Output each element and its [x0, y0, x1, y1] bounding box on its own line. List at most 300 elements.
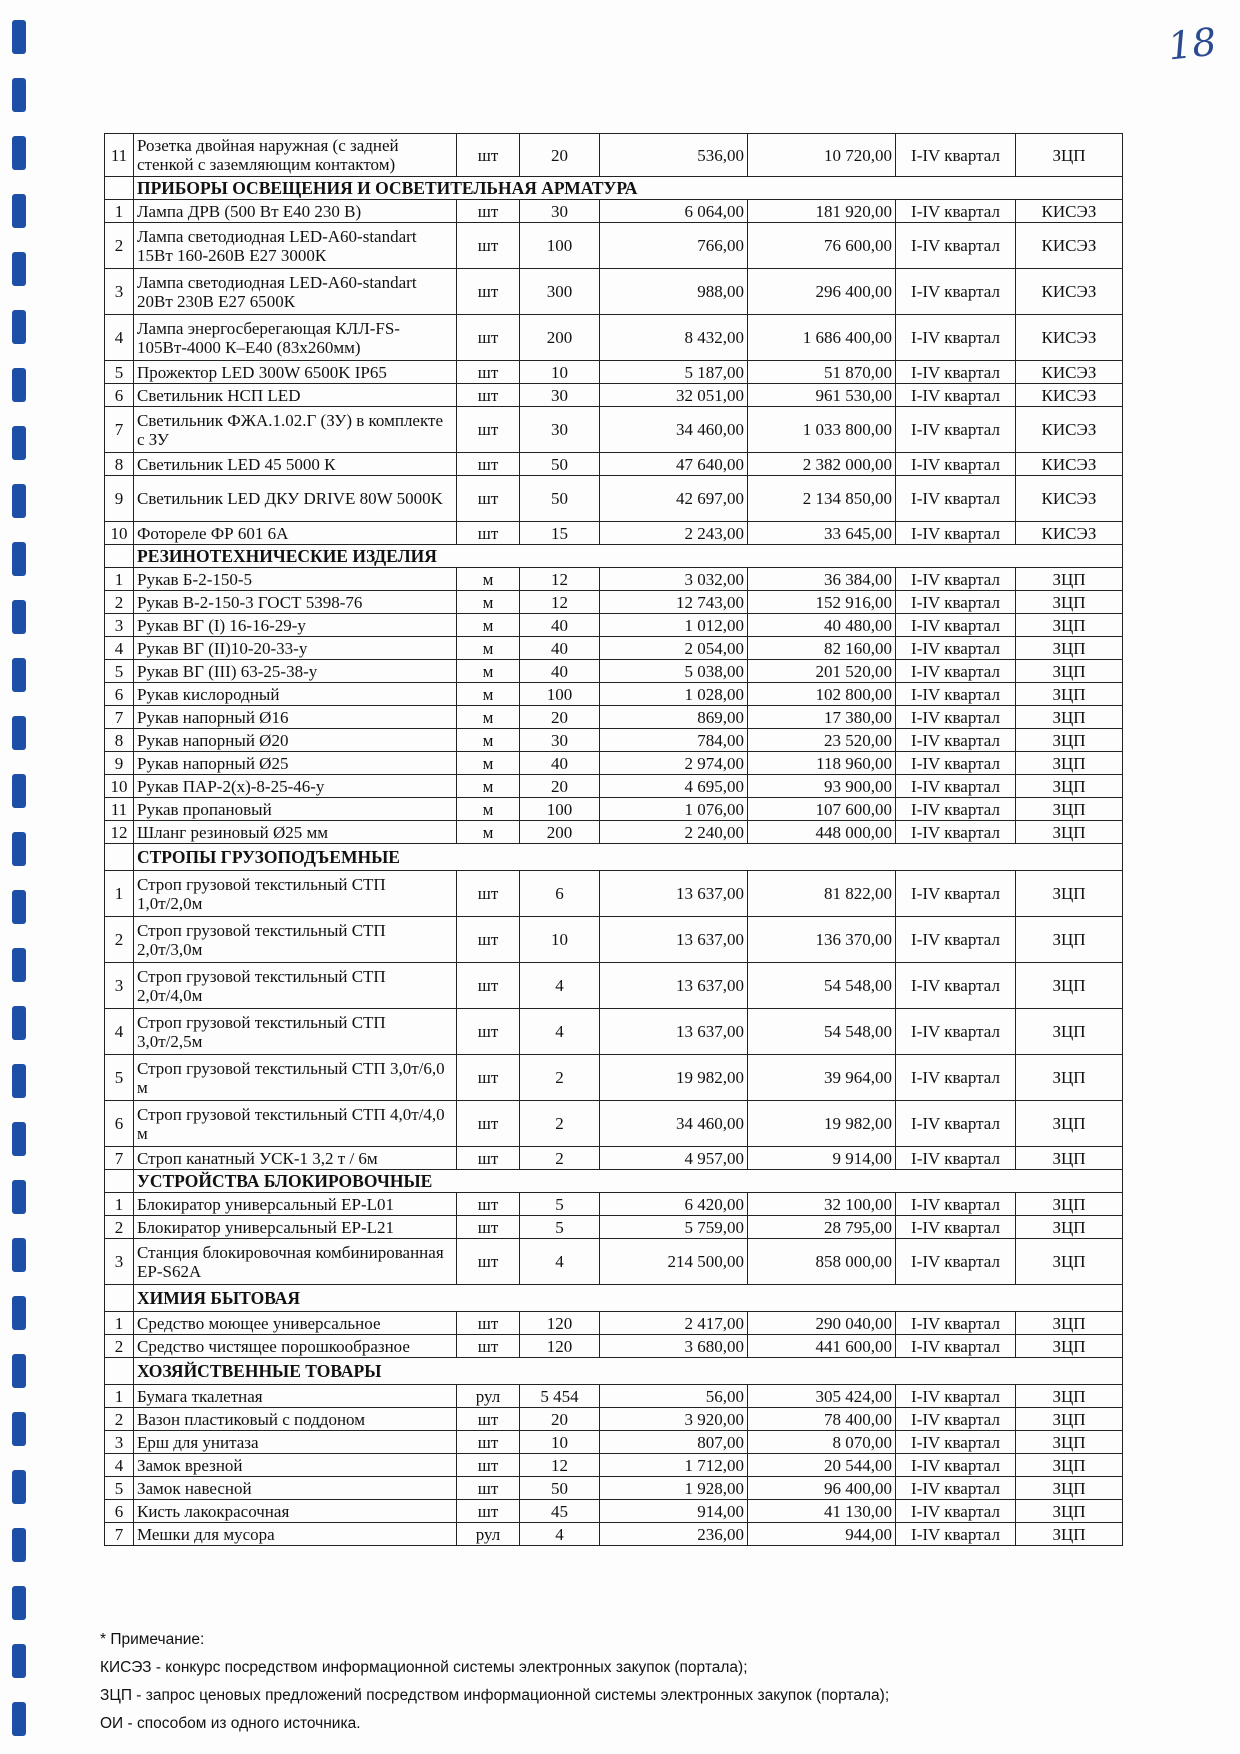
row-number: 9 — [105, 752, 134, 775]
row-number: 1 — [105, 1312, 134, 1335]
unit: шт — [457, 1193, 520, 1216]
table-row — [105, 522, 1123, 545]
procurement-method: ЗЦП — [1016, 134, 1123, 177]
quantity: 120 — [520, 1312, 600, 1335]
table-row — [105, 384, 1123, 407]
item-name: Прожектор LED 300W 6500K IP65 — [134, 361, 457, 384]
table-row — [105, 963, 1123, 1009]
unit-price: 12 743,00 — [600, 591, 748, 614]
unit-price: 13 637,00 — [600, 1009, 748, 1055]
period: I-IV квартал — [896, 384, 1016, 407]
item-name: Рукав ВГ (III) 63-25-38-у — [134, 660, 457, 683]
table-row — [105, 1193, 1123, 1216]
section-row — [105, 545, 1123, 568]
unit-price: 536,00 — [600, 134, 748, 177]
unit-price: 5 038,00 — [600, 660, 748, 683]
unit-price: 6 064,00 — [600, 200, 748, 223]
total-amount: 28 795,00 — [748, 1216, 896, 1239]
row-number: 5 — [105, 1477, 134, 1500]
total-amount: 40 480,00 — [748, 614, 896, 637]
row-number: 3 — [105, 1431, 134, 1454]
row-number: 2 — [105, 917, 134, 963]
total-amount: 2 134 850,00 — [748, 476, 896, 522]
item-name: Рукав ВГ (I) 16-16-29-у — [134, 614, 457, 637]
period: I-IV квартал — [896, 1216, 1016, 1239]
procurement-table — [104, 133, 1123, 1546]
unit-price: 214 500,00 — [600, 1239, 748, 1285]
binding-ring — [12, 1702, 26, 1736]
binding-ring — [12, 252, 26, 286]
period: I-IV квартал — [896, 1239, 1016, 1285]
section-title: ПРИБОРЫ ОСВЕЩЕНИЯ И ОСВЕТИТЕЛЬНАЯ АРМАТУРА — [134, 177, 1123, 200]
item-name: Светильник LED ДКУ DRIVE 80W 5000K — [134, 476, 457, 522]
table-row — [105, 134, 1123, 177]
quantity: 40 — [520, 637, 600, 660]
procurement-method: КИСЭЗ — [1016, 522, 1123, 545]
unit: шт — [457, 522, 520, 545]
row-number: 7 — [105, 1147, 134, 1170]
table-row — [105, 660, 1123, 683]
procurement-method: ЗЦП — [1016, 798, 1123, 821]
total-amount: 33 645,00 — [748, 522, 896, 545]
unit-price: 5 187,00 — [600, 361, 748, 384]
procurement-method: ЗЦП — [1016, 1500, 1123, 1523]
table-row — [105, 798, 1123, 821]
unit-price: 8 432,00 — [600, 315, 748, 361]
period: I-IV квартал — [896, 1500, 1016, 1523]
item-name: Розетка двойная наружная (с задней стенкой с заземляющим контактом) — [134, 134, 457, 177]
period: I-IV квартал — [896, 752, 1016, 775]
row-number: 7 — [105, 706, 134, 729]
quantity: 5 454 — [520, 1385, 600, 1408]
item-name: Строп грузовой текстильный СТП 3,0т/6,0 м — [134, 1055, 457, 1101]
total-amount: 36 384,00 — [748, 568, 896, 591]
quantity: 300 — [520, 269, 600, 315]
procurement-method: КИСЭЗ — [1016, 384, 1123, 407]
row-number: 2 — [105, 1216, 134, 1239]
table-row — [105, 568, 1123, 591]
row-number: 8 — [105, 729, 134, 752]
row-number: 6 — [105, 1101, 134, 1147]
period: I-IV квартал — [896, 1101, 1016, 1147]
section-title: СТРОПЫ ГРУЗОПОДЪЕМНЫЕ — [134, 844, 1123, 871]
period: I-IV квартал — [896, 568, 1016, 591]
item-name: Строп грузовой текстильный СТП 4,0т/4,0 м — [134, 1101, 457, 1147]
item-name: Строп канатный УСК-1 3,2 т / 6м — [134, 1147, 457, 1170]
binding-ring — [12, 1006, 26, 1040]
unit: шт — [457, 223, 520, 269]
total-amount: 118 960,00 — [748, 752, 896, 775]
table-row — [105, 1239, 1123, 1285]
row-number: 11 — [105, 134, 134, 177]
item-name: Рукав пропановый — [134, 798, 457, 821]
binding-ring — [12, 1644, 26, 1678]
unit-price: 42 697,00 — [600, 476, 748, 522]
row-number: 10 — [105, 522, 134, 545]
table-row — [105, 1500, 1123, 1523]
item-name: Лампа светодиодная LED-A60-standart 20Вт 230В Е27 6500К — [134, 269, 457, 315]
quantity: 40 — [520, 752, 600, 775]
binding-ring — [12, 890, 26, 924]
unit-price: 32 051,00 — [600, 384, 748, 407]
unit: шт — [457, 871, 520, 917]
procurement-method: ЗЦП — [1016, 1312, 1123, 1335]
section-title: УСТРОЙСТВА БЛОКИРОВОЧНЫЕ — [134, 1170, 1123, 1193]
unit: м — [457, 821, 520, 844]
section-title: РЕЗИНОТЕХНИЧЕСКИЕ ИЗДЕЛИЯ — [134, 545, 1123, 568]
period: I-IV квартал — [896, 134, 1016, 177]
total-amount: 51 870,00 — [748, 361, 896, 384]
table-row — [105, 315, 1123, 361]
table-row — [105, 1147, 1123, 1170]
row-number: 4 — [105, 1454, 134, 1477]
row-number: 9 — [105, 476, 134, 522]
quantity: 40 — [520, 660, 600, 683]
procurement-method: КИСЭЗ — [1016, 453, 1123, 476]
period: I-IV квартал — [896, 1312, 1016, 1335]
item-name: Замок навесной — [134, 1477, 457, 1500]
table-row — [105, 1009, 1123, 1055]
quantity: 40 — [520, 614, 600, 637]
table-row — [105, 821, 1123, 844]
row-number: 2 — [105, 591, 134, 614]
total-amount: 81 822,00 — [748, 871, 896, 917]
item-name: Ерш для унитаза — [134, 1431, 457, 1454]
row-number: 4 — [105, 315, 134, 361]
item-name: Блокиратор универсальный EP-L21 — [134, 1216, 457, 1239]
row-number — [105, 177, 134, 200]
item-name: Средство моющее универсальное — [134, 1312, 457, 1335]
period: I-IV квартал — [896, 269, 1016, 315]
table-row — [105, 1477, 1123, 1500]
unit-price: 13 637,00 — [600, 963, 748, 1009]
procurement-method: ЗЦП — [1016, 729, 1123, 752]
row-number: 6 — [105, 384, 134, 407]
table-row — [105, 453, 1123, 476]
item-name: Блокиратор универсальный EP-L01 — [134, 1193, 457, 1216]
item-name: Строп грузовой текстильный СТП 2,0т/4,0м — [134, 963, 457, 1009]
binding-ring — [12, 1122, 26, 1156]
unit-price: 988,00 — [600, 269, 748, 315]
total-amount: 17 380,00 — [748, 706, 896, 729]
unit: шт — [457, 200, 520, 223]
period: I-IV квартал — [896, 453, 1016, 476]
binding-ring — [12, 542, 26, 576]
item-name: Бумага ткалетная — [134, 1385, 457, 1408]
item-name: Рукав напорный Ø20 — [134, 729, 457, 752]
unit: шт — [457, 1312, 520, 1335]
quantity: 50 — [520, 476, 600, 522]
binding-ring — [12, 1412, 26, 1446]
row-number: 5 — [105, 1055, 134, 1101]
total-amount: 96 400,00 — [748, 1477, 896, 1500]
unit: шт — [457, 1147, 520, 1170]
period: I-IV квартал — [896, 1385, 1016, 1408]
total-amount: 136 370,00 — [748, 917, 896, 963]
row-number: 1 — [105, 1193, 134, 1216]
period: I-IV квартал — [896, 1454, 1016, 1477]
period: I-IV квартал — [896, 1055, 1016, 1101]
table-row — [105, 1385, 1123, 1408]
row-number — [105, 844, 134, 871]
procurement-method: КИСЭЗ — [1016, 476, 1123, 522]
unit-price: 1 012,00 — [600, 614, 748, 637]
binding-ring — [12, 78, 26, 112]
item-name: Рукав напорный Ø16 — [134, 706, 457, 729]
unit: шт — [457, 1431, 520, 1454]
period: I-IV квартал — [896, 1408, 1016, 1431]
binding-edge — [0, 0, 44, 1754]
unit: м — [457, 637, 520, 660]
total-amount: 82 160,00 — [748, 637, 896, 660]
period: I-IV квартал — [896, 660, 1016, 683]
binding-ring — [12, 1296, 26, 1330]
period: I-IV квартал — [896, 200, 1016, 223]
total-amount: 152 916,00 — [748, 591, 896, 614]
unit-price: 6 420,00 — [600, 1193, 748, 1216]
quantity: 4 — [520, 1523, 600, 1546]
procurement-method: ЗЦП — [1016, 706, 1123, 729]
quantity: 12 — [520, 591, 600, 614]
row-number: 8 — [105, 453, 134, 476]
note-line: ЗЦП - запрос ценовых предложений посредством информационной системы электронных закупок (портала); — [100, 1687, 890, 1704]
binding-ring — [12, 310, 26, 344]
unit: м — [457, 798, 520, 821]
total-amount: 19 982,00 — [748, 1101, 896, 1147]
unit: м — [457, 775, 520, 798]
unit: шт — [457, 384, 520, 407]
period: I-IV квартал — [896, 614, 1016, 637]
unit-price: 3 032,00 — [600, 568, 748, 591]
row-number — [105, 1358, 134, 1385]
table-row — [105, 637, 1123, 660]
procurement-method: КИСЭЗ — [1016, 223, 1123, 269]
table-row — [105, 223, 1123, 269]
unit-price: 3 680,00 — [600, 1335, 748, 1358]
item-name: Станция блокировочная комбинированная EP-S62A — [134, 1239, 457, 1285]
total-amount: 858 000,00 — [748, 1239, 896, 1285]
table-row — [105, 775, 1123, 798]
total-amount: 32 100,00 — [748, 1193, 896, 1216]
binding-ring — [12, 1528, 26, 1562]
unit: м — [457, 568, 520, 591]
period: I-IV квартал — [896, 591, 1016, 614]
table-row — [105, 591, 1123, 614]
period: I-IV квартал — [896, 1009, 1016, 1055]
row-number: 1 — [105, 1385, 134, 1408]
quantity: 10 — [520, 361, 600, 384]
period: I-IV квартал — [896, 683, 1016, 706]
period: I-IV квартал — [896, 1193, 1016, 1216]
quantity: 20 — [520, 706, 600, 729]
procurement-method: ЗЦП — [1016, 1431, 1123, 1454]
procurement-method: КИСЭЗ — [1016, 315, 1123, 361]
procurement-method: ЗЦП — [1016, 1335, 1123, 1358]
row-number: 5 — [105, 660, 134, 683]
unit: рул — [457, 1385, 520, 1408]
total-amount: 290 040,00 — [748, 1312, 896, 1335]
period: I-IV квартал — [896, 963, 1016, 1009]
binding-ring — [12, 1064, 26, 1098]
procurement-method: ЗЦП — [1016, 1454, 1123, 1477]
notes-title: * Примечание: — [100, 1631, 205, 1648]
procurement-method: ЗЦП — [1016, 775, 1123, 798]
total-amount: 39 964,00 — [748, 1055, 896, 1101]
table-row — [105, 1454, 1123, 1477]
unit: м — [457, 706, 520, 729]
unit-price: 4 957,00 — [600, 1147, 748, 1170]
quantity: 12 — [520, 1454, 600, 1477]
unit-price: 34 460,00 — [600, 1101, 748, 1147]
binding-ring — [12, 1354, 26, 1388]
unit-price: 1 712,00 — [600, 1454, 748, 1477]
unit: шт — [457, 1216, 520, 1239]
item-name: Светильник ФЖА.1.02.Г (ЗУ) в комплекте с ЗУ — [134, 407, 457, 453]
total-amount: 10 720,00 — [748, 134, 896, 177]
table-row — [105, 752, 1123, 775]
quantity: 10 — [520, 1431, 600, 1454]
unit-price: 2 240,00 — [600, 821, 748, 844]
unit-price: 2 243,00 — [600, 522, 748, 545]
notes — [100, 1626, 889, 1738]
row-number: 7 — [105, 407, 134, 453]
row-number: 5 — [105, 361, 134, 384]
row-number: 2 — [105, 1335, 134, 1358]
quantity: 120 — [520, 1335, 600, 1358]
procurement-method: ЗЦП — [1016, 1385, 1123, 1408]
procurement-method: ЗЦП — [1016, 1101, 1123, 1147]
procurement-method: ЗЦП — [1016, 637, 1123, 660]
procurement-method: ЗЦП — [1016, 683, 1123, 706]
unit-price: 2 974,00 — [600, 752, 748, 775]
section-row — [105, 1170, 1123, 1193]
quantity: 50 — [520, 453, 600, 476]
total-amount: 2 382 000,00 — [748, 453, 896, 476]
table-row — [105, 269, 1123, 315]
quantity: 20 — [520, 775, 600, 798]
unit-price: 1 928,00 — [600, 1477, 748, 1500]
row-number: 7 — [105, 1523, 134, 1546]
procurement-method: ЗЦП — [1016, 1009, 1123, 1055]
unit: шт — [457, 134, 520, 177]
total-amount: 54 548,00 — [748, 1009, 896, 1055]
binding-ring — [12, 600, 26, 634]
unit: шт — [457, 361, 520, 384]
total-amount: 201 520,00 — [748, 660, 896, 683]
total-amount: 93 900,00 — [748, 775, 896, 798]
unit: шт — [457, 476, 520, 522]
row-number — [105, 1170, 134, 1193]
total-amount: 8 070,00 — [748, 1431, 896, 1454]
item-name: Вазон пластиковый с поддоном — [134, 1408, 457, 1431]
unit: м — [457, 591, 520, 614]
binding-ring — [12, 484, 26, 518]
table-row — [105, 476, 1123, 522]
unit-price: 2 417,00 — [600, 1312, 748, 1335]
total-amount: 1 686 400,00 — [748, 315, 896, 361]
row-number: 1 — [105, 871, 134, 917]
quantity: 4 — [520, 1009, 600, 1055]
unit-price: 3 920,00 — [600, 1408, 748, 1431]
procurement-method: ЗЦП — [1016, 568, 1123, 591]
unit: шт — [457, 1335, 520, 1358]
procurement-method: ЗЦП — [1016, 1239, 1123, 1285]
quantity: 2 — [520, 1101, 600, 1147]
unit-price: 1 028,00 — [600, 683, 748, 706]
item-name: Рукав Б-2-150-5 — [134, 568, 457, 591]
procurement-method: ЗЦП — [1016, 1408, 1123, 1431]
unit-price: 766,00 — [600, 223, 748, 269]
unit: м — [457, 729, 520, 752]
procurement-method: ЗЦП — [1016, 1055, 1123, 1101]
row-number: 3 — [105, 614, 134, 637]
unit: шт — [457, 1408, 520, 1431]
item-name: Рукав В-2-150-3 ГОСТ 5398-76 — [134, 591, 457, 614]
binding-ring — [12, 194, 26, 228]
row-number: 3 — [105, 1239, 134, 1285]
unit-price: 13 637,00 — [600, 917, 748, 963]
item-name: Рукав кислородный — [134, 683, 457, 706]
quantity: 15 — [520, 522, 600, 545]
total-amount: 305 424,00 — [748, 1385, 896, 1408]
period: I-IV квартал — [896, 361, 1016, 384]
quantity: 100 — [520, 683, 600, 706]
quantity: 20 — [520, 134, 600, 177]
section-row — [105, 844, 1123, 871]
unit: м — [457, 660, 520, 683]
period: I-IV квартал — [896, 775, 1016, 798]
procurement-method: КИСЭЗ — [1016, 407, 1123, 453]
table-row — [105, 1523, 1123, 1546]
unit-price: 56,00 — [600, 1385, 748, 1408]
table-row — [105, 1431, 1123, 1454]
item-name: Лампа энергосберегающая КЛЛ-FS-105Вт-4000 К–Е40 (83х260мм) — [134, 315, 457, 361]
unit-price: 4 695,00 — [600, 775, 748, 798]
quantity: 30 — [520, 407, 600, 453]
binding-ring — [12, 658, 26, 692]
item-name: Шланг резиновый Ø25 мм — [134, 821, 457, 844]
unit: м — [457, 614, 520, 637]
total-amount: 961 530,00 — [748, 384, 896, 407]
quantity: 10 — [520, 917, 600, 963]
unit-price: 2 054,00 — [600, 637, 748, 660]
period: I-IV квартал — [896, 821, 1016, 844]
item-name: Средство чистящее порошкообразное — [134, 1335, 457, 1358]
table-row — [105, 917, 1123, 963]
total-amount: 23 520,00 — [748, 729, 896, 752]
binding-ring — [12, 1238, 26, 1272]
total-amount: 54 548,00 — [748, 963, 896, 1009]
row-number: 6 — [105, 1500, 134, 1523]
binding-ring — [12, 1180, 26, 1214]
row-number: 4 — [105, 1009, 134, 1055]
unit: шт — [457, 1454, 520, 1477]
total-amount: 944,00 — [748, 1523, 896, 1546]
row-number: 1 — [105, 568, 134, 591]
row-number: 4 — [105, 637, 134, 660]
binding-ring — [12, 368, 26, 402]
row-number: 12 — [105, 821, 134, 844]
item-name: Лампа ДРВ (500 Вт Е40 230 В) — [134, 200, 457, 223]
item-name: Кисть лакокрасочная — [134, 1500, 457, 1523]
unit: шт — [457, 1477, 520, 1500]
unit: рул — [457, 1523, 520, 1546]
unit-price: 236,00 — [600, 1523, 748, 1546]
quantity: 4 — [520, 1239, 600, 1285]
procurement-method: КИСЭЗ — [1016, 361, 1123, 384]
procurement-method: ЗЦП — [1016, 614, 1123, 637]
period: I-IV квартал — [896, 917, 1016, 963]
